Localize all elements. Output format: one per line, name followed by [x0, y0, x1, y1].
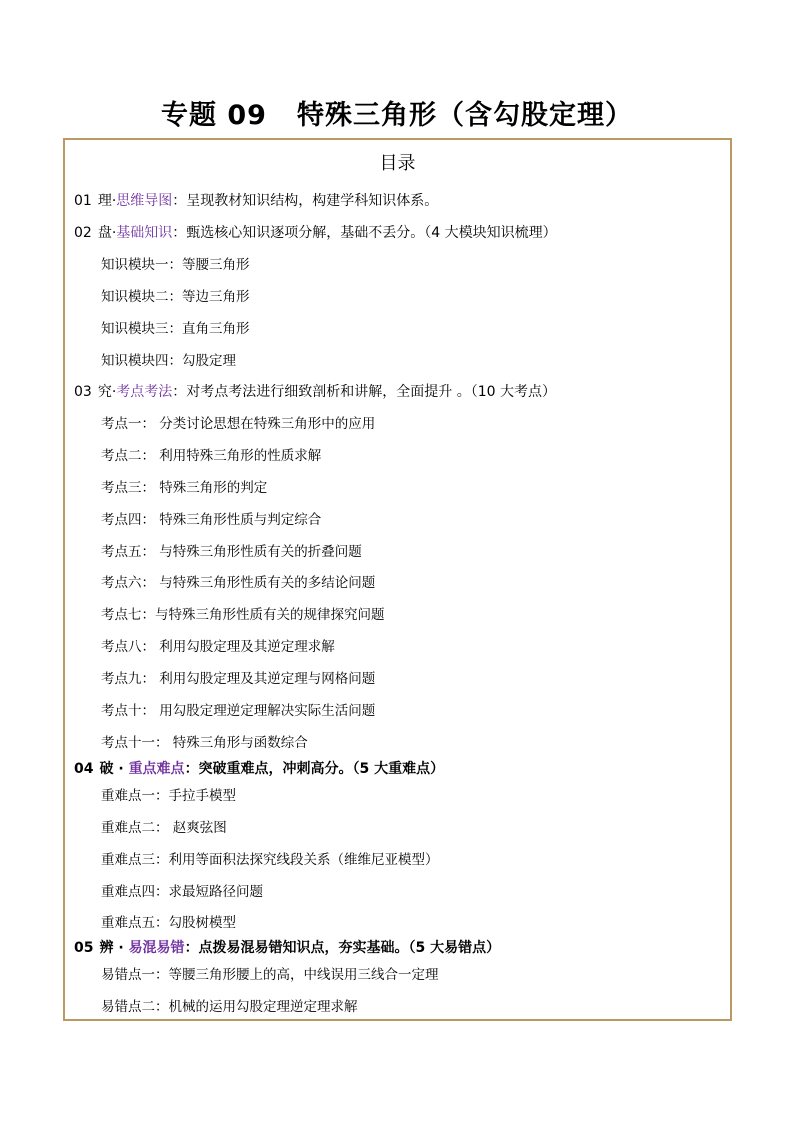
section-name: 基础知识: [116, 225, 173, 241]
toc-section-02[interactable]: [74, 224, 557, 242]
section-desc: ：呈现教材知识结构，构建学科知识体系。: [172, 193, 439, 209]
kaodian-item[interactable]: 考点八： 利用勾股定理及其逆定理求解: [101, 639, 335, 655]
section-prefix: 辨 ·: [99, 940, 129, 956]
section-desc: ：点拨易混易错知识点，夯实基础。（5 大易错点）: [184, 940, 501, 956]
kaodian-item[interactable]: 考点五： 与特殊三角形性质有关的折叠问题: [101, 544, 362, 560]
section-prefix: 究·: [97, 384, 117, 400]
kaodian-item[interactable]: 考点四： 特殊三角形性质与判定综合: [101, 512, 322, 528]
section-desc: ：甄选核心知识逐项分解，基础不丢分。（4 大模块知识梳理）: [172, 225, 557, 241]
kaodian-item[interactable]: 考点二： 利用特殊三角形的性质求解: [101, 448, 322, 464]
section-prefix: 盘·: [97, 225, 117, 241]
section-prefix: 理·: [97, 193, 117, 209]
kaodian-item[interactable]: 考点十一： 特殊三角形与函数综合: [101, 735, 308, 751]
section-number: 03: [74, 384, 92, 400]
section-number: 01: [74, 193, 92, 209]
yicuo-item[interactable]: 易错点一：等腰三角形腰上的高，中线误用三线合一定理: [101, 967, 439, 983]
section-desc: ：突破重难点，冲刺高分。（5 大重难点）: [184, 761, 445, 777]
section-desc: ：对考点考法进行细致剖析和讲解，全面提升 。（10 大考点）: [172, 384, 556, 400]
zhongnan-item[interactable]: 重难点三：利用等面积法探究线段关系（维维尼亚模型）: [101, 852, 439, 868]
section-name: 易混易错: [128, 940, 185, 956]
zhongnan-item[interactable]: 重难点四：求最短路径问题: [101, 884, 263, 900]
yicuo-item[interactable]: 易错点二：机械的运用勾股定理逆定理求解: [101, 999, 358, 1015]
kaodian-item[interactable]: 考点九： 利用勾股定理及其逆定理与网格问题: [101, 671, 376, 687]
section-number: 02: [74, 225, 92, 241]
section-prefix: 破 ·: [99, 761, 129, 777]
toc-box: [63, 138, 732, 1021]
toc-section-04[interactable]: [74, 760, 444, 778]
title-part-2: 特殊三角形（含勾股定理）: [296, 100, 633, 131]
zhongnan-item[interactable]: 重难点一：手拉手模型: [101, 788, 236, 804]
kaodian-item[interactable]: 考点十： 用勾股定理逆定理解决实际生活问题: [101, 703, 376, 719]
section-number: 05: [74, 940, 94, 956]
toc-section-05[interactable]: [74, 939, 500, 957]
module-item[interactable]: 知识模块三：直角三角形: [101, 321, 250, 337]
page-title: [0, 96, 794, 136]
kaodian-item[interactable]: 考点七：与特殊三角形性质有关的规律探究问题: [101, 607, 385, 623]
section-name: 重点难点: [128, 761, 185, 777]
module-item[interactable]: 知识模块二：等边三角形: [101, 289, 250, 305]
kaodian-item[interactable]: 考点一： 分类讨论思想在特殊三角形中的应用: [101, 416, 376, 432]
kaodian-item[interactable]: 考点六： 与特殊三角形性质有关的多结论问题: [101, 575, 376, 591]
toc-heading: 目录: [379, 153, 416, 174]
section-name: 考点考法: [116, 384, 173, 400]
module-item[interactable]: 知识模块四：勾股定理: [101, 353, 236, 369]
section-number: 04: [74, 761, 94, 777]
section-name: 思维导图: [116, 193, 173, 209]
toc-section-01[interactable]: [74, 192, 438, 210]
kaodian-item[interactable]: 考点三： 特殊三角形的判定: [101, 480, 268, 496]
zhongnan-item[interactable]: 重难点二： 赵爽弦图: [101, 820, 227, 836]
toc-section-03[interactable]: [74, 383, 556, 401]
zhongnan-item[interactable]: 重难点五：勾股树模型: [101, 915, 236, 931]
module-item[interactable]: 知识模块一：等腰三角形: [101, 257, 250, 273]
title-part-1: 专题 09: [161, 100, 267, 131]
